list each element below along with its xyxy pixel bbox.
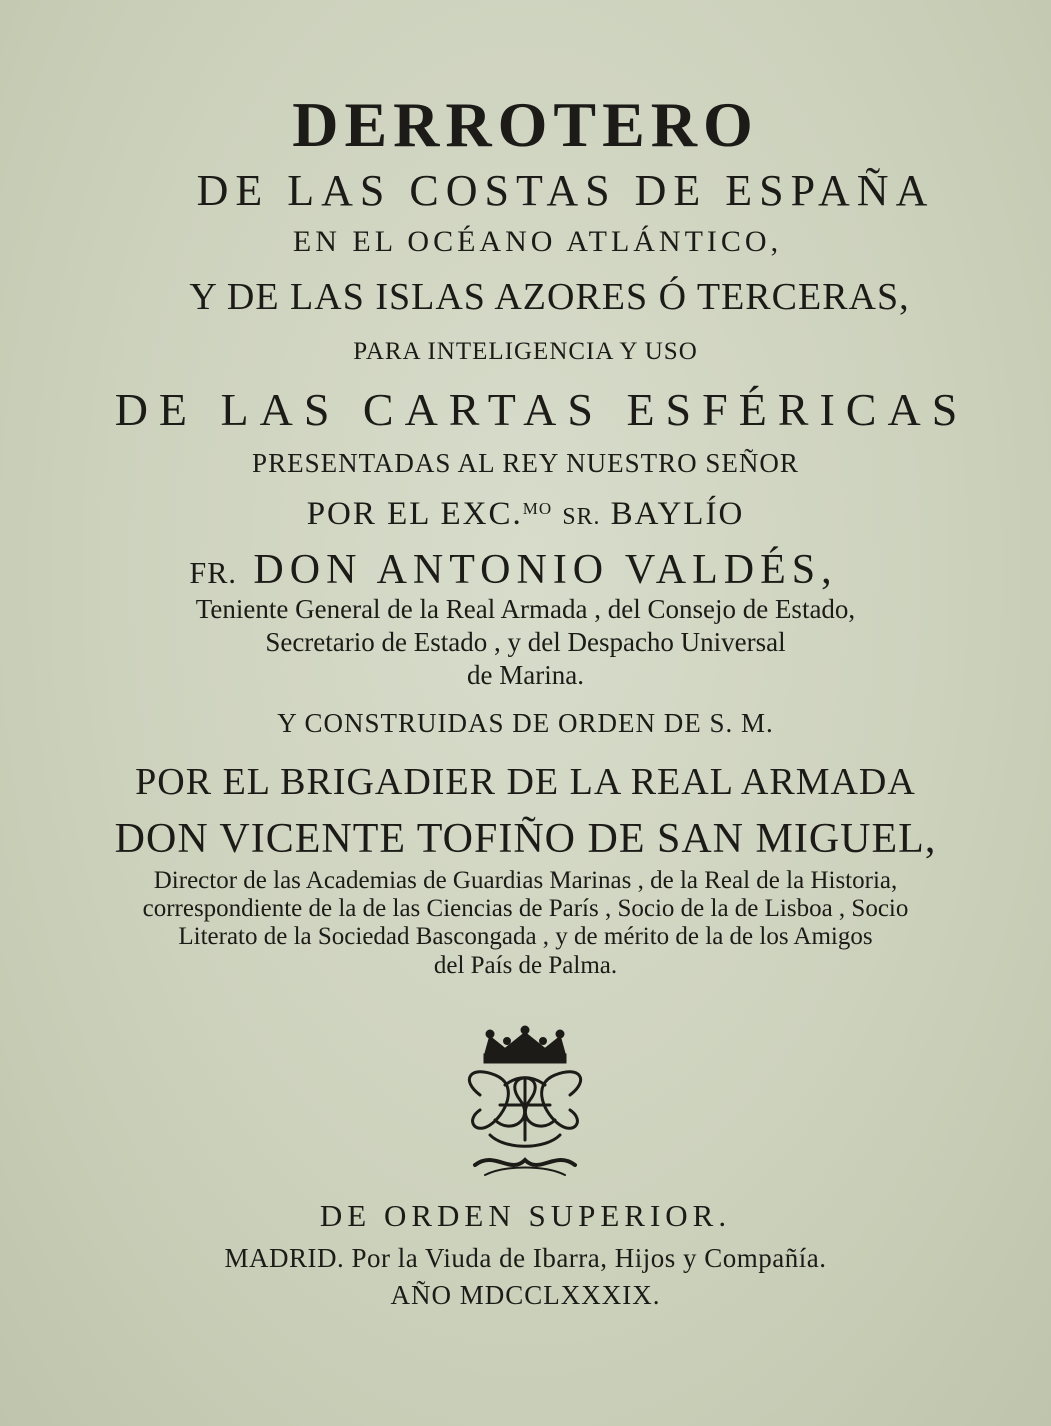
valdes-title-line: de Marina.: [467, 660, 584, 690]
tofino-title-line: Director de las Academias de Guardias Marinas , de la Real de la Historia,: [153, 867, 898, 894]
valdes-fr: FR.: [189, 556, 237, 590]
title-line-costas: DE LAS COSTAS DE ESPAÑA: [196, 166, 935, 215]
baylio-prefix: POR EL EXC.: [306, 496, 523, 532]
brigadier-line: POR EL BRIGADIER DE LA REAL ARMADA: [135, 761, 916, 803]
author-valdes: [0, 546, 1039, 594]
imprint-madrid: MADRID. Por la Viuda de Ibarra, Hijos y Compañía.: [224, 1243, 827, 1273]
baylio-sr: SR.: [562, 504, 601, 530]
author-tofino: DON VICENTE TOFIÑO DE SAN MIGUEL,: [114, 816, 937, 862]
crowned-monogram-icon: [450, 1025, 600, 1185]
title-line-inteligencia: PARA INTELIGENCIA Y USO: [353, 338, 698, 365]
imprint-year: AÑO MDCCLXXXIX.: [390, 1280, 661, 1310]
main-title: DERROTERO: [292, 89, 759, 160]
baylio-superscript: MO: [522, 499, 553, 518]
baylio-suffix: BAYLÍO: [610, 496, 745, 532]
tofino-title-line: Literato de la Sociedad Bascongada , y de mérito de la de los Amigos: [178, 923, 873, 950]
title-line-cartas: DE LAS CARTAS ESFÉRICAS: [114, 384, 969, 435]
title-line-baylio: [0, 496, 1051, 533]
construction-line: Y CONSTRUIDAS DE ORDEN DE S. M.: [277, 708, 774, 738]
title-line-azores: Y DE LAS ISLAS AZORES Ó TERCERAS,: [189, 276, 910, 318]
valdes-title-line: Secretario de Estado , y del Despacho Universal: [265, 627, 786, 657]
valdes-name: DON ANTONIO VALDÉS,: [253, 547, 838, 593]
tofino-title-line: correspondiente de la de las Ciencias de París , Socio de la de Lisboa , Socio: [142, 895, 909, 922]
title-line-oceano: EN EL OCÉANO ATLÁNTICO,: [292, 225, 783, 258]
title-line-presentadas: PRESENTADAS AL REY NUESTRO SEÑOR: [252, 448, 799, 478]
tofino-title-line: del País de Palma.: [433, 952, 618, 979]
valdes-title-line: Teniente General de la Real Armada , del Consejo de Estado,: [195, 594, 856, 624]
imprint-orden: DE ORDEN SUPERIOR.: [319, 1198, 732, 1233]
